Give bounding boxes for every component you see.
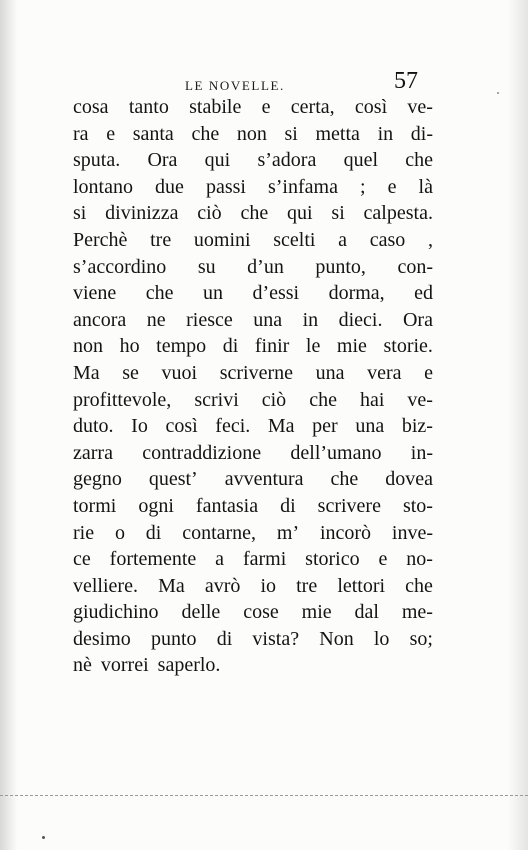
text-line: [73, 174, 433, 201]
word: che: [309, 388, 337, 411]
word: scelti: [273, 228, 316, 251]
page-number: 57: [394, 68, 418, 94]
word: contraddizione: [142, 441, 262, 464]
word: ogni: [138, 494, 174, 517]
word: tre: [150, 228, 172, 251]
word: dell’umano: [290, 441, 382, 464]
word: Perchè: [73, 228, 128, 251]
word: inve-: [391, 521, 433, 544]
word: tempo: [156, 335, 207, 358]
word: in: [377, 122, 394, 145]
word: con-: [397, 255, 433, 278]
word: un: [202, 282, 223, 305]
word: una: [355, 415, 385, 438]
word: di: [280, 494, 296, 517]
word: mie: [301, 601, 332, 624]
word: si: [331, 202, 345, 225]
word: dieci.: [338, 308, 383, 331]
word: storie.: [383, 335, 433, 358]
word: ne: [146, 308, 166, 331]
word: qui: [204, 149, 231, 172]
word: santa: [132, 122, 174, 145]
word: due: [155, 175, 184, 198]
word: incorò: [319, 521, 372, 544]
word: scrivere: [317, 494, 381, 517]
text-line: [73, 307, 433, 334]
word: scrivi: [194, 388, 239, 411]
word: così: [165, 415, 198, 438]
text-line: [73, 94, 433, 121]
word: vista?: [252, 627, 300, 650]
page-bottom-rule: [0, 795, 528, 796]
word: in: [302, 308, 319, 331]
word: viene: [73, 282, 117, 305]
word: per: [312, 415, 338, 438]
word: ciò: [197, 202, 222, 225]
word: s’adora: [257, 149, 317, 172]
word: profittevole,: [73, 388, 172, 411]
word: tre: [296, 574, 318, 597]
word: di: [216, 627, 233, 650]
running-head: LE NOVELLE.: [185, 78, 285, 93]
text-line: [73, 440, 433, 467]
word: Ma: [267, 415, 295, 438]
word: a: [338, 228, 348, 251]
word: metta: [315, 122, 360, 145]
word: ve-: [407, 388, 433, 411]
word: che: [240, 202, 269, 225]
word: caso: [369, 228, 406, 251]
word: e: [378, 548, 388, 571]
word: d’essi: [252, 282, 300, 305]
word: desimo: [73, 627, 131, 650]
word: s’accordino: [73, 255, 167, 278]
text-line: [73, 280, 433, 307]
word: passi: [205, 175, 246, 198]
word: avrò: [204, 574, 241, 597]
word: su: [197, 255, 216, 278]
word: calpesta.: [363, 202, 433, 225]
word: zarra: [73, 441, 113, 464]
text-line: [73, 599, 433, 626]
word: me-: [401, 601, 433, 624]
word: sputa.: [73, 149, 121, 172]
word: si: [73, 202, 87, 225]
word: scriverne: [219, 361, 293, 384]
body-text: [73, 94, 433, 679]
word: di: [145, 521, 162, 544]
word: che: [405, 574, 433, 597]
word: feci.: [215, 415, 251, 438]
word: vuoi: [161, 361, 198, 384]
text-line: [73, 652, 433, 679]
paper-speck: [42, 836, 45, 839]
page-gutter-shadow: [0, 0, 18, 850]
word: Ma: [158, 574, 185, 597]
word: ,: [427, 228, 433, 251]
word: e: [387, 175, 397, 198]
word: giudichino: [73, 601, 159, 624]
word: che: [405, 149, 433, 172]
word: Ma: [73, 361, 100, 384]
word: contarne,: [182, 521, 257, 544]
text-line: [73, 254, 433, 281]
word: se: [122, 361, 139, 384]
word: Ora: [402, 308, 433, 331]
word: fantasia: [195, 494, 259, 517]
text-line: [73, 466, 433, 493]
word: quel: [343, 149, 378, 172]
word: uomini: [193, 228, 251, 251]
word: ra: [73, 122, 89, 145]
text-line: [73, 493, 433, 520]
word: e: [261, 96, 271, 118]
word: in-: [410, 441, 433, 464]
word: dal: [354, 601, 379, 624]
word: storico: [305, 548, 360, 571]
word: velliere.: [73, 574, 138, 597]
word: una: [253, 308, 283, 331]
word: saperlo.: [157, 654, 221, 677]
word: dorma,: [328, 282, 385, 305]
word: lontano: [73, 175, 133, 198]
word: divinizza: [105, 202, 179, 225]
word: a: [215, 548, 225, 571]
word: ciò: [261, 388, 287, 411]
word: finir: [254, 335, 290, 358]
word: ho: [119, 335, 140, 358]
word: ve-: [407, 96, 433, 118]
text-line: [73, 573, 433, 600]
word: s’infama: [267, 175, 338, 198]
word: dovea: [385, 468, 433, 491]
word: lettori: [337, 574, 386, 597]
word: ce: [73, 548, 91, 571]
text-line: [73, 200, 433, 227]
word: so;: [409, 627, 433, 650]
word: e: [106, 122, 116, 145]
word: riesce: [186, 308, 233, 331]
word: nè: [73, 654, 92, 677]
word: che: [191, 122, 220, 145]
text-line: [73, 147, 433, 174]
word: io: [260, 574, 277, 597]
word: no-: [406, 548, 433, 571]
word: ed: [414, 282, 433, 305]
word: mie: [336, 335, 367, 358]
text-line: [73, 520, 433, 547]
word: di: [222, 335, 239, 358]
word: farmi: [242, 548, 287, 571]
word: m’: [276, 521, 300, 544]
text-line: [73, 546, 433, 573]
word: Io: [131, 415, 148, 438]
word: sto-: [402, 494, 433, 517]
word: o: [114, 521, 125, 544]
word: quest’: [148, 468, 198, 491]
word: una: [315, 361, 345, 384]
text-line: [73, 626, 433, 653]
word: cosa: [73, 96, 109, 118]
word: fortemente: [109, 548, 197, 571]
word: qui: [287, 202, 313, 225]
word: punto: [150, 627, 197, 650]
word: cose: [243, 601, 279, 624]
word: biz-: [401, 415, 433, 438]
text-line: [73, 360, 433, 387]
word: delle: [181, 601, 221, 624]
word: le: [305, 335, 321, 358]
text-line: [73, 227, 433, 254]
word: ;: [360, 175, 366, 198]
text-line: [73, 333, 433, 360]
word: si: [284, 122, 298, 145]
page-edge-shadow: [508, 0, 528, 850]
word: ancora: [73, 308, 127, 331]
word: che: [145, 282, 174, 305]
word: duto.: [73, 415, 114, 438]
word: di-: [410, 122, 433, 145]
word: vera: [367, 361, 402, 384]
word: che: [330, 468, 359, 491]
word: là: [418, 175, 433, 198]
word: avventura: [224, 468, 304, 491]
word: certa,: [290, 96, 335, 118]
word: lo: [373, 627, 390, 650]
word: non: [236, 122, 267, 145]
text-line: [73, 387, 433, 414]
word: gegno: [73, 468, 122, 491]
text-line: [73, 413, 433, 440]
word: d’un: [247, 255, 284, 278]
word: Ora: [147, 149, 178, 172]
word: Non: [319, 627, 354, 650]
word: punto,: [315, 255, 366, 278]
word: tormi: [73, 494, 117, 517]
text-line: [73, 121, 433, 148]
word: non: [73, 335, 103, 358]
word: rie: [73, 521, 95, 544]
word: vorrei: [100, 654, 149, 677]
word: tanto: [128, 96, 169, 118]
word: così: [354, 96, 388, 118]
word: e: [424, 361, 433, 384]
word: stabile: [189, 96, 242, 118]
word: hai: [359, 388, 385, 411]
